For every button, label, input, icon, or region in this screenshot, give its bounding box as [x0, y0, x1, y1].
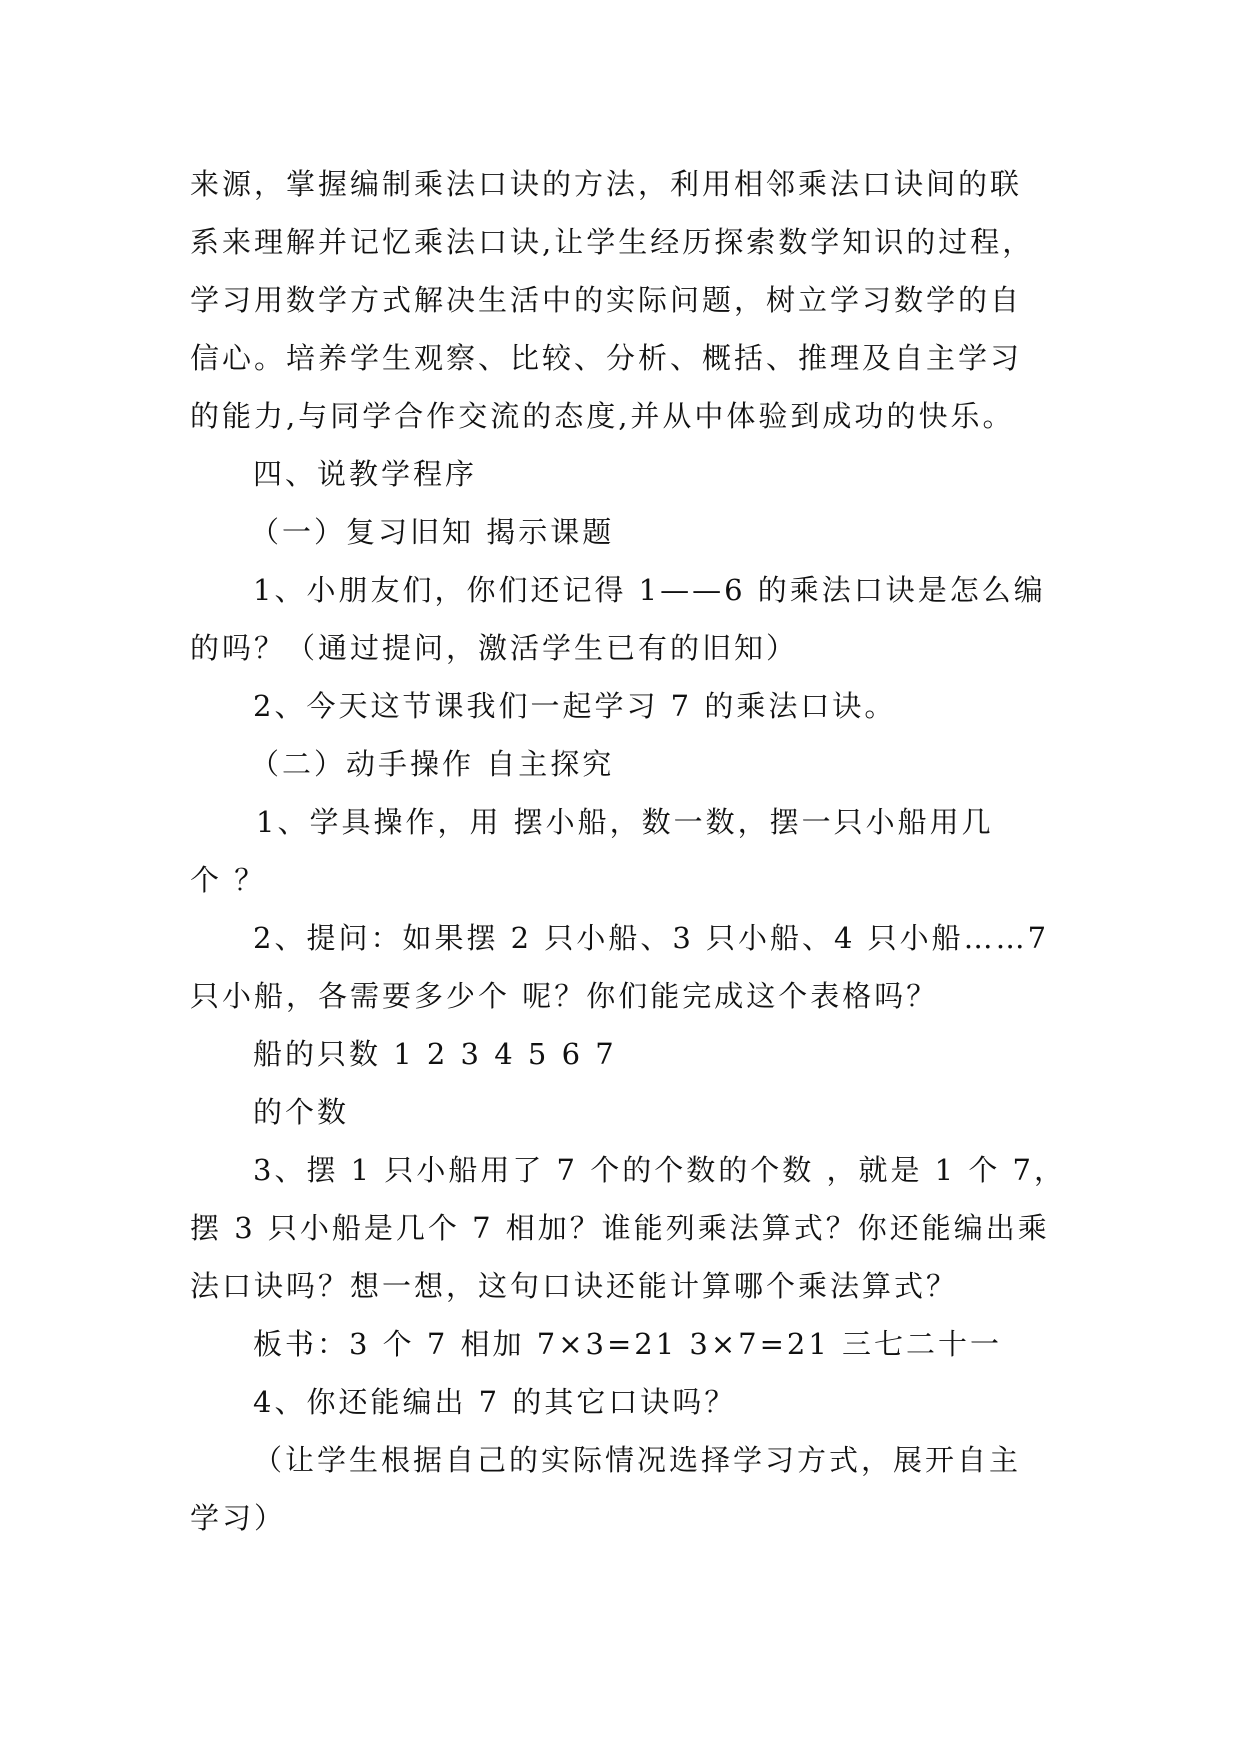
- paragraph-line: 学习用数学方式解决生活中的实际问题，树立学习数学的自: [190, 283, 1023, 317]
- paragraph-line: 2、提问：如果摆 2 只小船、3 只小船、4 只小船……7: [253, 921, 1050, 955]
- paragraph-line: 只小船，各需要多少个 呢？你们能完成这个表格吗？: [190, 979, 939, 1013]
- paragraph-line: 的能力,与同学合作交流的态度,并从中体验到成功的快乐。: [190, 399, 1015, 433]
- paragraph-line: 3、摆 1 只小船用了 7 个的个数的个数 ，就是 1 个 7，: [253, 1153, 1067, 1187]
- table-row-count: 的个数: [253, 1095, 350, 1129]
- paragraph-line: 1、学具操作，用 摆小船，数一数，摆一只小船用几: [256, 805, 994, 839]
- paragraph-line: 4、你还能编出 7 的其它口诀吗？: [253, 1385, 737, 1419]
- section-heading: 四、说教学程序: [253, 457, 478, 491]
- paragraph-line: 学习）: [190, 1501, 287, 1535]
- paragraph-line: 系来理解并记忆乘法口诀,让学生经历探索数学知识的过程，: [190, 225, 1035, 259]
- paragraph-line: 个 ？: [190, 863, 267, 897]
- paragraph-line: 2、今天这节课我们一起学习 7 的乘法口诀。: [253, 689, 897, 723]
- paragraph-line: 法口诀吗？想一想，这句口诀还能计算哪个乘法算式？: [190, 1269, 959, 1303]
- subsection-heading: （二）动手操作 自主探究: [250, 747, 615, 781]
- paragraph-line: 的吗？（通过提问，激活学生已有的旧知）: [190, 631, 799, 665]
- table-row-boats: 船的只数 1 2 3 4 5 6 7: [253, 1037, 617, 1071]
- paragraph-line: 来源，掌握编制乘法口诀的方法，利用相邻乘法口诀间的联: [190, 167, 1023, 201]
- paragraph-line: （让学生根据自己的实际情况选择学习方式，展开自主: [253, 1443, 1022, 1477]
- subsection-heading: （一）复习旧知 揭示课题: [250, 515, 615, 549]
- paragraph-line: 信心。培养学生观察、比较、分析、概括、推理及自主学习: [190, 341, 1023, 375]
- paragraph-line: 1、小朋友们，你们还记得 1——6 的乘法口诀是怎么编: [253, 573, 1046, 607]
- paragraph-line: 摆 3 只小船是几个 7 相加？谁能列乘法算式？你还能编出乘: [190, 1211, 1050, 1245]
- blackboard-note: 板书：3 个 7 相加 7×3=21 3×7=21 三七二十一: [253, 1327, 1003, 1361]
